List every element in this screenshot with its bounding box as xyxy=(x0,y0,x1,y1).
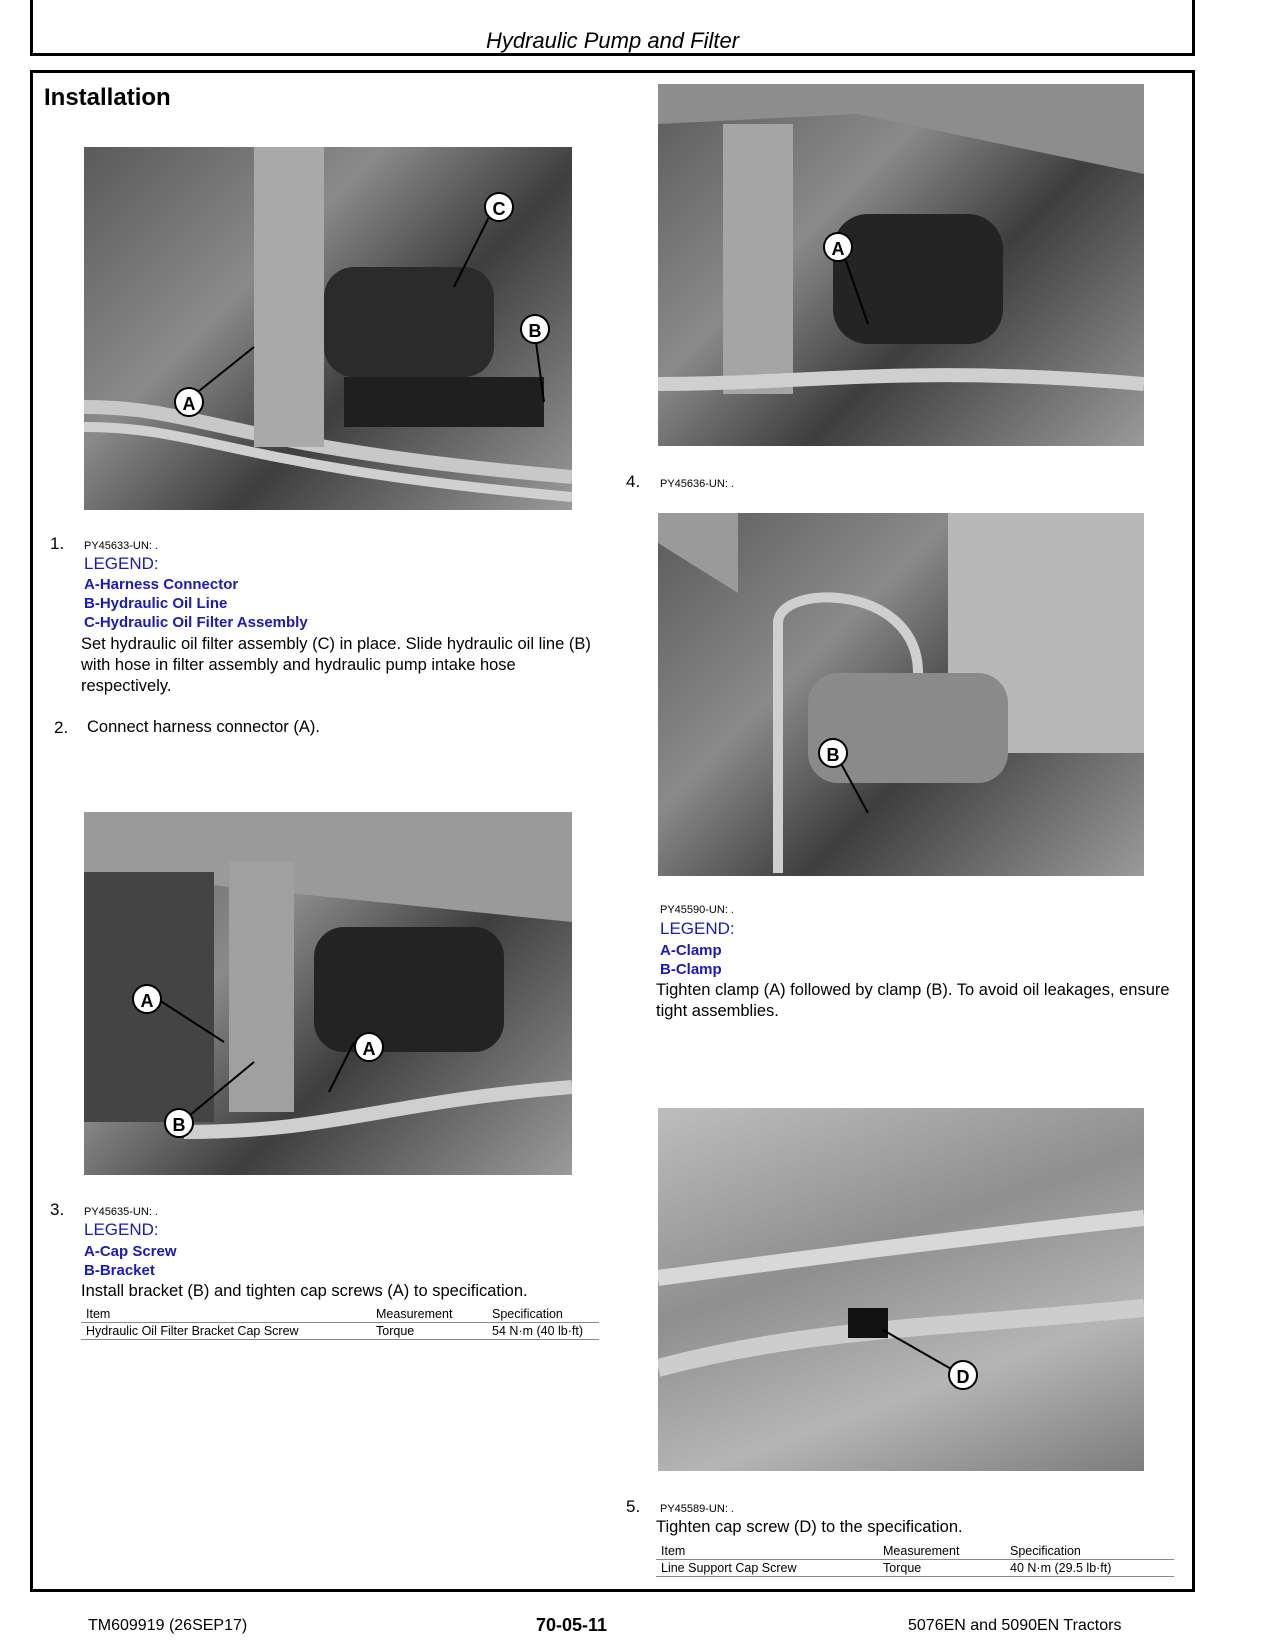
step-3-number: 3. xyxy=(50,1200,65,1219)
col-item: Item xyxy=(81,1306,371,1323)
callout-b: B xyxy=(164,1108,194,1138)
callout-b: B xyxy=(520,314,550,344)
step-2-instruction: Connect harness connector (A). xyxy=(87,718,320,736)
step-4-figure-code-top: PY45636-UN: . xyxy=(660,478,734,490)
callout-b: B xyxy=(818,738,848,768)
step-4-figure-code: PY45590-UN: . xyxy=(660,904,734,916)
callout-d: D xyxy=(948,1360,978,1390)
step-1-legend-a: A-Harness Connector xyxy=(84,576,239,593)
figure-py45633 xyxy=(84,147,572,510)
table-row xyxy=(656,1560,1174,1577)
callout-a: A xyxy=(823,232,853,262)
step-5-spec-table xyxy=(656,1543,1174,1577)
figure-py45590 xyxy=(658,513,1144,876)
step-4-instruction: Tighten clamp (A) followed by clamp (B). To avoid oil leakages, ensure tight assemblies. xyxy=(656,981,1170,1020)
step-3-legend-a: A-Cap Screw xyxy=(84,1243,177,1260)
step-1-legend-c: C-Hydraulic Oil Filter Assembly xyxy=(84,614,308,631)
step-1-legend-b: B-Hydraulic Oil Line xyxy=(84,595,228,612)
col-measurement: Measurement xyxy=(371,1306,487,1323)
step-4-number: 4. xyxy=(626,472,641,491)
cell-item: Line Support Cap Screw xyxy=(656,1560,878,1577)
step-4-legend-b: B-Clamp xyxy=(660,961,722,978)
col-item: Item xyxy=(656,1543,878,1560)
step-3-legend-heading: LEGEND: xyxy=(84,1220,159,1239)
step-1-instruction: Set hydraulic oil filter assembly (C) in place. Slide hydraulic oil line (B) with hose in filter assembly and hydraulic pump intake hose respectively. xyxy=(81,635,591,695)
figure-py45636 xyxy=(658,84,1144,446)
spec-table-header xyxy=(656,1543,1174,1560)
step-3-legend-b: B-Bracket xyxy=(84,1262,155,1279)
col-measurement: Measurement xyxy=(878,1543,1005,1560)
step-3-instruction: Install bracket (B) and tighten cap screws (A) to specification. xyxy=(81,1282,528,1300)
callout-a-2: A xyxy=(354,1032,384,1062)
step-5-instruction: Tighten cap screw (D) to the specification. xyxy=(656,1518,963,1536)
cell-specification: 40 N·m (29.5 lb·ft) xyxy=(1005,1560,1174,1577)
step-2-number: 2. xyxy=(54,718,69,737)
cell-item: Hydraulic Oil Filter Bracket Cap Screw xyxy=(81,1323,371,1340)
footer-doc-id: TM609919 (26SEP17) xyxy=(88,1617,248,1634)
figure-py45589 xyxy=(658,1108,1144,1471)
page-header-title: Hydraulic Pump and Filter xyxy=(485,28,740,53)
cell-specification: 54 N·m (40 lb·ft) xyxy=(487,1323,599,1340)
step-3-spec-table xyxy=(81,1306,599,1340)
step-5-number: 5. xyxy=(626,1497,641,1516)
callout-a: A xyxy=(174,387,204,417)
cell-measurement: Torque xyxy=(371,1323,487,1340)
callout-a-1: A xyxy=(132,984,162,1014)
col-specification: Specification xyxy=(1005,1543,1174,1560)
table-row xyxy=(81,1323,599,1340)
figure-py45635 xyxy=(84,812,572,1175)
section-title: Installation xyxy=(44,84,171,111)
step-1-figure-code: PY45633-UN: . xyxy=(84,540,158,552)
step-5-figure-code: PY45589-UN: . xyxy=(660,1503,734,1515)
cell-measurement: Torque xyxy=(878,1560,1005,1577)
step-3-figure-code: PY45635-UN: . xyxy=(84,1206,158,1218)
callout-c: C xyxy=(484,192,514,222)
footer-product: 5076EN and 5090EN Tractors xyxy=(908,1617,1122,1634)
footer-page-number: 70-05-11 xyxy=(536,1615,608,1635)
step-1-legend-heading: LEGEND: xyxy=(84,554,159,573)
step-4-legend-a: A-Clamp xyxy=(660,942,722,959)
step-4-legend-heading: LEGEND: xyxy=(660,919,735,938)
step-1-number: 1. xyxy=(50,534,65,553)
spec-table-header xyxy=(81,1306,599,1323)
col-specification: Specification xyxy=(487,1306,599,1323)
